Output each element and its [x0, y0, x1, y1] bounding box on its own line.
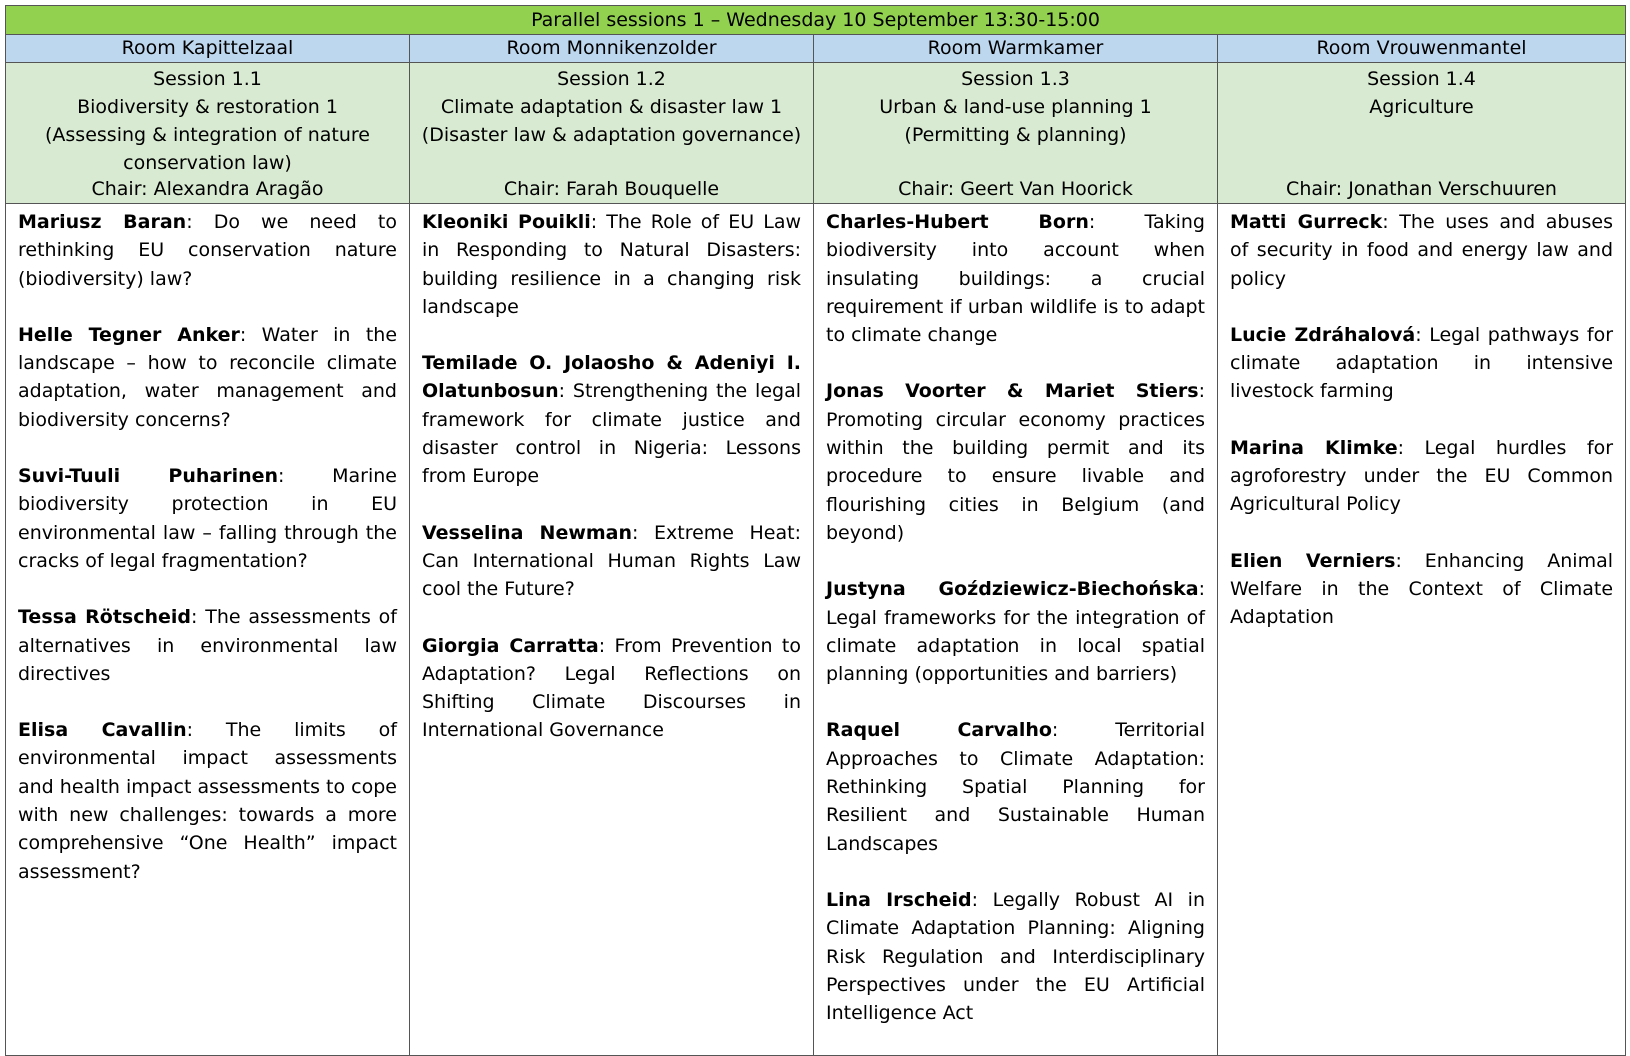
session-row	[6, 63, 1626, 204]
speaker-name: Matti Gurreck	[1230, 211, 1383, 233]
table-title: Parallel sessions 1 – Wednesday 10 September 13:30-15:00	[6, 6, 1626, 35]
session-theme: Climate adaptation & disaster law 1	[440, 96, 783, 118]
session-header	[1218, 63, 1626, 204]
speaker-name: Kleoniki Pouikli	[422, 211, 591, 233]
talk-item: Jonas Voorter & Mariet Stiers: Promoting circular economy practices within the building permit and its procedure to ensure livable and flourishing cities in Belgium (and beyond)	[826, 380, 1205, 544]
session-header	[814, 63, 1218, 204]
program-table	[5, 5, 1626, 1056]
talk-title: Strengthening the legal framework for climate justice and disaster control in Nigeria: Lessons from Europe	[422, 380, 801, 488]
session-number: Session 1.4	[1367, 68, 1476, 90]
talk-item: Kleoniki Pouikli: The Role of EU Law in Responding to Natural Disasters: building resilience in a changing risk landscape	[422, 211, 801, 318]
session-info	[410, 63, 813, 149]
talk-title: The assessments of alternatives in environmental law directives	[18, 606, 397, 685]
session-number: Session 1.1	[153, 68, 262, 90]
talk-title: The limits of environmental impact assessments and health impact assessments to cope with new challenges: towards a more comprehensive “One Health” impact assessment?	[18, 719, 397, 883]
talk-item: Raquel Carvalho: Territorial Approaches to Climate Adaptation: Rethinking Spatial Planning for Resilient and Sustainable Human Landscapes	[826, 719, 1205, 855]
room-header: Room Kapittelzaal	[6, 35, 410, 63]
talk-title: Water in the landscape – how to reconcile climate adaptation, water management and biodiversity concerns?	[18, 323, 398, 431]
talk-title: From Prevention to Adaptation? Legal Reflections on Shifting Climate Discourses in International Governance	[422, 634, 801, 742]
talk-item: Helle Tegner Anker: Water in the landscape – how to reconcile climate adaptation, water management and biodiversity concerns?	[18, 323, 398, 431]
talk-item: Charles-Hubert Born: Taking biodiversity into account when insulating buildings: a crucial requirement if urban wildlife is to adapt to climate change	[826, 211, 1205, 347]
session-theme: Biodiversity & restoration 1	[77, 96, 338, 118]
talks-cell	[1218, 204, 1626, 1056]
talks-cell	[410, 204, 814, 1056]
talk-title: Taking biodiversity into account when insulating buildings: a crucial requirement if urban wildlife is to adapt to climate change	[826, 211, 1205, 347]
talk-title: Do we need to rethinking EU conservation nature (biodiversity) law?	[18, 211, 397, 290]
speaker-name: Vesselina Newman	[422, 521, 633, 544]
session-theme: Urban & land-use planning 1	[879, 96, 1152, 118]
session-theme: Agriculture	[1369, 96, 1474, 118]
session-chair: Chair: Geert Van Hoorick	[898, 178, 1133, 200]
session-chair: Chair: Jonathan Verschuuren	[1286, 178, 1557, 200]
talk-item: Lina Irscheid: Legally Robust AI in Climate Adaptation Planning: Aligning Risk Regulation and Interdisciplinary Perspectives under the EU Artificial Intelligence Act	[826, 888, 1205, 1025]
session-info	[6, 63, 409, 177]
room-row	[6, 35, 1626, 63]
talk-item: Lucie Zdráhalová: Legal pathways for climate adaptation in intensive livestock farming	[1230, 323, 1614, 403]
speaker-name: Giorgia Carratta	[422, 634, 599, 657]
session-theme: (Permitting & planning)	[904, 124, 1127, 146]
talk-title: Enhancing Animal Welfare in the Context of Climate Adaptation	[1230, 549, 1614, 629]
talk-item: Matti Gurreck: The uses and abuses of security in food and energy law and policy	[1230, 211, 1614, 290]
talk-item: Giorgia Carratta: From Prevention to Adaptation? Legal Reflections on Shifting Climate Discourses in International Governance	[422, 634, 801, 742]
speaker-name: Raquel Carvalho	[826, 719, 1052, 742]
talk-title: The uses and abuses of security in food and energy law and policy	[1230, 211, 1614, 290]
talk-title: The Role of EU Law in Responding to Natural Disasters: building resilience in a changing risk landscape	[422, 211, 801, 318]
session-chair: Chair: Farah Bouquelle	[503, 178, 720, 200]
talk-title: Legal frameworks for the integration of climate adaptation in local spatial planning (opportunities and barriers)	[826, 606, 1205, 686]
talk-title: Promoting circular economy practices within the building permit and its procedure to ensure livable and flourishing cities in Belgium (and beyond)	[826, 408, 1205, 544]
speaker-name: Charles-Hubert Born	[826, 211, 1089, 233]
talk-item: Marina Klimke: Legal hurdles for agroforestry under the EU Common Agricultural Policy	[1230, 436, 1614, 516]
talks-cell	[6, 204, 410, 1056]
talk-item: Elien Verniers: Enhancing Animal Welfare in the Context of Climate Adaptation	[1230, 549, 1614, 629]
talk-title: Legal hurdles for agroforestry under the EU Common Agricultural Policy	[1230, 436, 1614, 516]
talk-title: Territorial Approaches to Climate Adaptation: Rethinking Spatial Planning for Resilient and Sustainable Human Landscapes	[826, 719, 1205, 855]
speaker-name: Elien Verniers	[1230, 549, 1396, 572]
session-theme: (Disaster law & adaptation governance)	[421, 124, 802, 146]
session-header	[410, 63, 814, 204]
session-number: Session 1.2	[557, 68, 666, 90]
talk-item: Temilade O. Jolaosho & Adeniyi I. Olatunbosun: Strengthening the legal framework for climate justice and disaster control in Nigeria: Lessons from Europe	[422, 352, 801, 488]
session-info	[814, 63, 1217, 149]
room-header: Room Monnikenzolder	[410, 35, 814, 63]
talk-title: Legally Robust AI in Climate Adaptation Planning: Aligning Risk Regulation and Interdisciplinary Perspectives under the EU Artificial Intelligence Act	[826, 888, 1205, 1025]
speaker-name: Jonas Voorter & Mariet Stiers	[826, 380, 1199, 403]
room-header: Room Vrouwenmantel	[1218, 35, 1626, 63]
talks-cell	[814, 204, 1218, 1056]
speaker-name: Lina Irscheid	[826, 888, 972, 911]
session-header	[6, 63, 410, 204]
session-number: Session 1.3	[961, 68, 1070, 90]
speaker-name: Suvi-Tuuli Puharinen	[18, 465, 279, 488]
talk-item: Suvi-Tuuli Puharinen: Marine biodiversity protection in EU environmental law – falling through the cracks of legal fragmentation?	[18, 465, 397, 572]
speaker-name: Justyna Goździewicz-Biechońska	[826, 578, 1199, 601]
room-header: Room Warmkamer	[814, 35, 1218, 63]
session-theme: (Assessing & integration of nature conservation law)	[45, 124, 370, 174]
talk-item: Tessa Rötscheid: The assessments of alternatives in environmental law directives	[18, 606, 397, 685]
speaker-name: Mariusz Baran	[18, 211, 187, 233]
talk-title: Marine biodiversity protection in EU environmental law – falling through the cracks of legal fragmentation?	[18, 465, 397, 572]
talk-title: Extreme Heat: Can International Human Rights Law cool the Future?	[422, 521, 801, 601]
speaker-name: Temilade O. Jolaosho & Adeniyi I. Olatunbosun	[422, 352, 801, 403]
speaker-name: Helle Tegner Anker	[18, 323, 240, 346]
speaker-name: Marina Klimke	[1230, 436, 1398, 459]
session-chair: Chair: Alexandra Aragão	[91, 178, 324, 200]
program-sheet	[5, 5, 1625, 1056]
speaker-name: Elisa Cavallin	[18, 719, 187, 742]
talk-item: Justyna Goździewicz-Biechońska: Legal frameworks for the integration of climate adaptation in local spatial planning (opportunities and barriers)	[826, 578, 1205, 686]
talk-item: Vesselina Newman: Extreme Heat: Can International Human Rights Law cool the Future?	[422, 521, 801, 601]
talk-title: Legal pathways for climate adaptation in intensive livestock farming	[1230, 323, 1614, 403]
talk-row	[6, 204, 1626, 1056]
talk-item: Mariusz Baran: Do we need to rethinking EU conservation nature (biodiversity) law?	[18, 211, 397, 290]
speaker-name: Lucie Zdráhalová	[1230, 323, 1416, 346]
session-info	[1218, 63, 1625, 121]
speaker-name: Tessa Rötscheid	[18, 606, 192, 629]
talk-item: Elisa Cavallin: The limits of environmental impact assessments and health impact assessments to cope with new challenges: towards a more comprehensive “One Health” impact assessment?	[18, 719, 397, 883]
